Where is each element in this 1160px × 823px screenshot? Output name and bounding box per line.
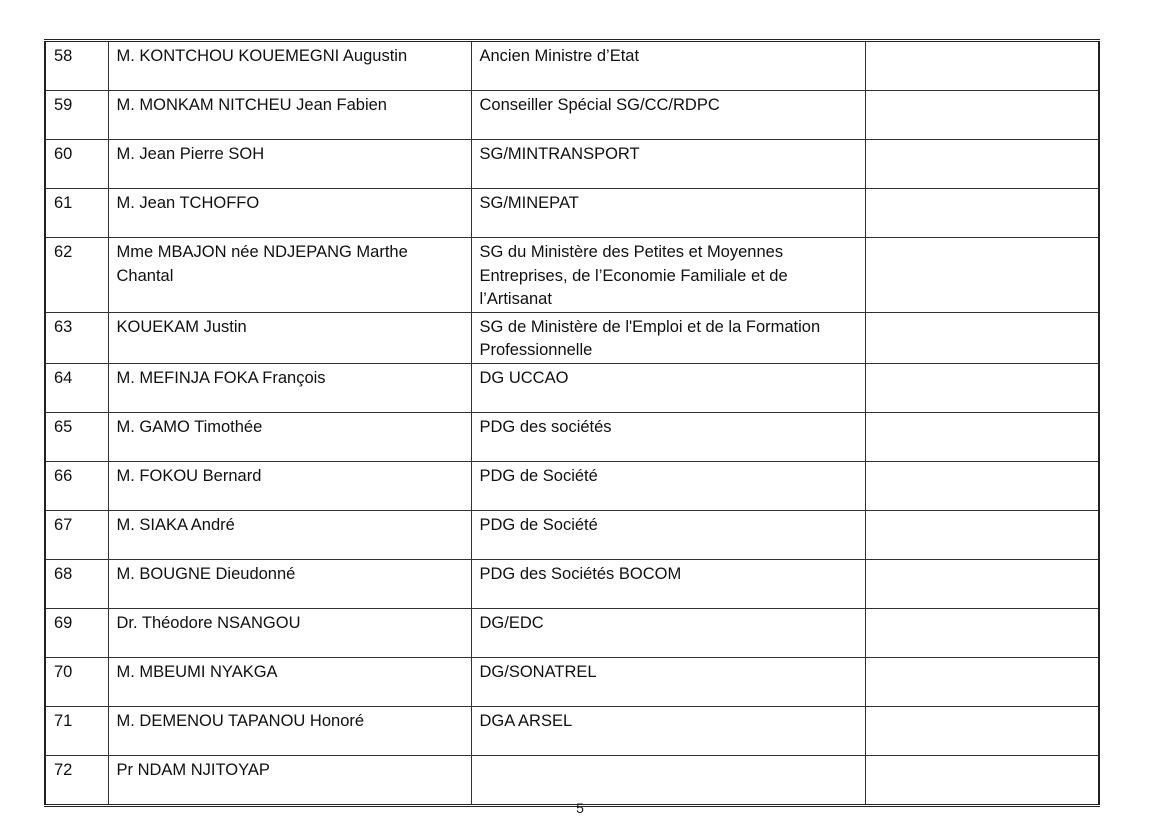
empty-cell: [865, 755, 1099, 805]
table-row: [45, 510, 1099, 559]
person-title: PDG de Société: [471, 461, 865, 510]
table-row: [45, 657, 1099, 706]
row-number: 64: [45, 363, 108, 412]
row-number: 66: [45, 461, 108, 510]
table-row: [45, 412, 1099, 461]
row-number: 59: [45, 91, 108, 140]
row-number: 60: [45, 140, 108, 189]
empty-cell: [865, 238, 1099, 313]
person-name: M. FOKOU Bernard: [108, 461, 471, 510]
person-title: PDG des sociétés: [471, 412, 865, 461]
empty-cell: [865, 657, 1099, 706]
person-title: DGA ARSEL: [471, 706, 865, 755]
table-row: [45, 312, 1099, 363]
person-name: Dr. Théodore NSANGOU: [108, 608, 471, 657]
person-title: SG du Ministère des Petites et Moyennes Entreprises, de l’Economie Familiale et de l’Artisanat: [471, 238, 865, 313]
person-name: M. KONTCHOU KOUEMEGNI Augustin: [108, 41, 471, 91]
row-number: 68: [45, 559, 108, 608]
table-row: [45, 461, 1099, 510]
row-number: 65: [45, 412, 108, 461]
empty-cell: [865, 140, 1099, 189]
person-title: DG/SONATREL: [471, 657, 865, 706]
empty-cell: [865, 91, 1099, 140]
empty-cell: [865, 608, 1099, 657]
person-title: PDG des Sociétés BOCOM: [471, 559, 865, 608]
empty-cell: [865, 706, 1099, 755]
table-row: [45, 41, 1099, 91]
page-number: 5: [576, 800, 584, 816]
table-row: [45, 706, 1099, 755]
row-number: 62: [45, 238, 108, 313]
empty-cell: [865, 510, 1099, 559]
roster-table: [44, 39, 1100, 807]
person-title: SG de Ministère de l'Emploi et de la Formation Professionnelle: [471, 312, 865, 363]
table-row: [45, 189, 1099, 238]
person-title: SG/MINEPAT: [471, 189, 865, 238]
person-name: M. MONKAM NITCHEU Jean Fabien: [108, 91, 471, 140]
row-number: 63: [45, 312, 108, 363]
table-row: [45, 363, 1099, 412]
row-number: 70: [45, 657, 108, 706]
person-title: [471, 755, 865, 805]
table-row: [45, 140, 1099, 189]
person-name: M. BOUGNE Dieudonné: [108, 559, 471, 608]
row-number: 58: [45, 41, 108, 91]
person-name: M. Jean Pierre SOH: [108, 140, 471, 189]
person-title: DG UCCAO: [471, 363, 865, 412]
person-name: KOUEKAM Justin: [108, 312, 471, 363]
table-row: [45, 608, 1099, 657]
row-number: 72: [45, 755, 108, 805]
person-title: Ancien Ministre d’Etat: [471, 41, 865, 91]
empty-cell: [865, 363, 1099, 412]
row-number: 69: [45, 608, 108, 657]
empty-cell: [865, 41, 1099, 91]
empty-cell: [865, 312, 1099, 363]
table-row: [45, 559, 1099, 608]
row-number: 67: [45, 510, 108, 559]
empty-cell: [865, 461, 1099, 510]
table-row: [45, 91, 1099, 140]
person-name: Mme MBAJON née NDJEPANG Marthe Chantal: [108, 238, 471, 313]
row-number: 61: [45, 189, 108, 238]
empty-cell: [865, 559, 1099, 608]
person-name: M. MBEUMI NYAKGA: [108, 657, 471, 706]
person-name: M. GAMO Timothée: [108, 412, 471, 461]
person-name: M. SIAKA André: [108, 510, 471, 559]
table-row: [45, 755, 1099, 805]
empty-cell: [865, 412, 1099, 461]
empty-cell: [865, 189, 1099, 238]
person-name: M. Jean TCHOFFO: [108, 189, 471, 238]
person-title: DG/EDC: [471, 608, 865, 657]
person-name: M. MEFINJA FOKA François: [108, 363, 471, 412]
person-title: SG/MINTRANSPORT: [471, 140, 865, 189]
person-name: Pr NDAM NJITOYAP: [108, 755, 471, 805]
row-number: 71: [45, 706, 108, 755]
person-title: PDG de Société: [471, 510, 865, 559]
table-row: [45, 238, 1099, 313]
person-name: M. DEMENOU TAPANOU Honoré: [108, 706, 471, 755]
person-title: Conseiller Spécial SG/CC/RDPC: [471, 91, 865, 140]
